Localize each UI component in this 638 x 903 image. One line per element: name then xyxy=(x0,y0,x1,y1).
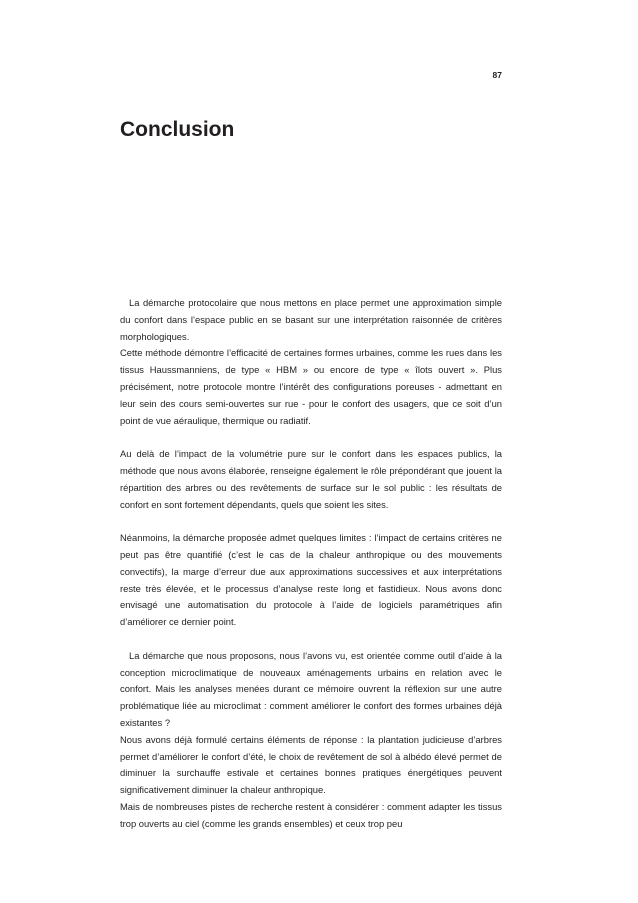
paragraph: Au delà de l’impact de la volumétrie pure sur le confort dans les espaces publics, la méthode que nous avons élaborée, renseigne également le rôle prépondérant que jouent la répartition des arbres ou des revêtements de surface sur le sol public : les résultats de confort en sont fortement dépendants, quels que soient les sites. xyxy=(120,448,502,510)
paragraph: Néanmoins, la démarche proposée admet quelques limites : l’impact de certains critères ne peut pas être quantifié (c’est le cas de la chaleur anthropique ou des mouvements convectifs), la marge d’erreur due aux approximations successives et aux interprétations reste très élevée, et le processus d’analyse reste long et fastidieux. Nous avons donc envisagé une automatisation du protocole à l’aide de logiciels paramétriques afin d’améliorer ce dernier point. xyxy=(120,532,502,628)
paragraph: Cette méthode démontre l’efficacité de certaines formes urbaines, comme les rues dans les tissus Haussmanniens, de type « HBM » ou encore de type « îlots ouvert ». Plus précisément, notre protocole montre l’intérêt des configurations poreuses - admettant en leur sein des cours semi-ouvertes sur rue - pour le confort des usagers, que ce soit d’un point de vue aéraulique, thermique ou radiatif. xyxy=(120,347,502,426)
page-title: Conclusion xyxy=(120,118,235,141)
paragraph: Nous avons déjà formulé certains éléments de réponse : la plantation judicieuse d’arbres permet d’améliorer le confort d’été, le choix de revêtement de sol à albédo élevé permet de diminuer la surchauffe estivale et certaines bonnes pratiques énergétiques peuvent significativement diminuer la chaleur anthropique. xyxy=(120,733,502,796)
body-text xyxy=(120,295,502,833)
page-number: 87 xyxy=(492,70,502,80)
paragraph: Mais de nombreuses pistes de recherche restent à considérer : comment adapter les tissus trop ouverts au ciel (comme les grands ensembles) et ceux trop peu xyxy=(120,800,502,829)
paragraph: La démarche protocolaire que nous mettons en place permet une approximation simple du confort dans l’espace public en se basant sur une interprétation raisonnée de critères morphologiques. xyxy=(120,297,502,342)
paragraph: La démarche que nous proposons, nous l’avons vu, est orientée comme outil d’aide à la conception microclimatique de nouveaux aménagements urbains en relation avec le confort. Mais les analyses menées durant ce mémoire ouvrent la réflexion sur une autre problématique liée au microclimat : comment améliorer le confort des formes urbaines déjà existantes ? xyxy=(120,649,502,728)
